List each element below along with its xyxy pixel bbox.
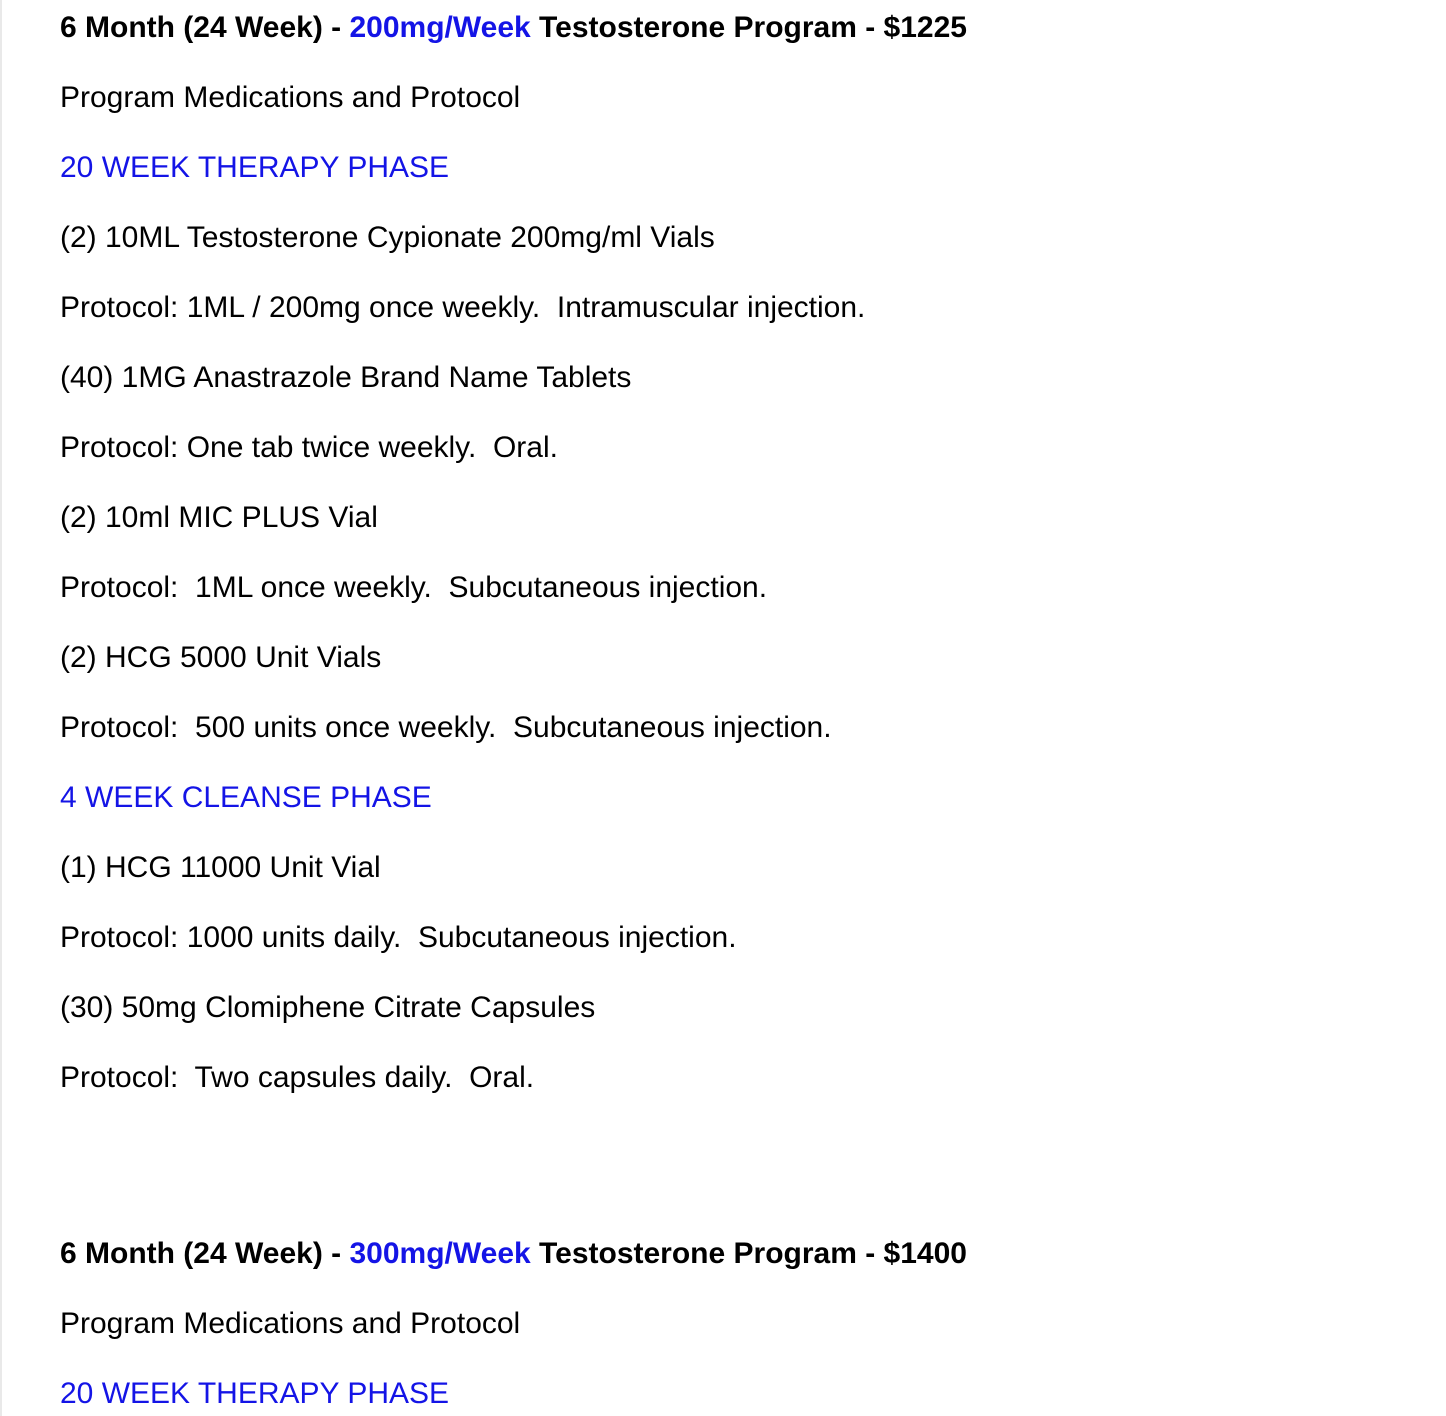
- protocol-item: Protocol: 1000 units daily. Subcutaneous injection.: [60, 921, 737, 954]
- protocol-item: Protocol: One tab twice weekly. Oral.: [60, 431, 558, 464]
- page-left-border: [0, 0, 2, 1416]
- program-title-prefix: 6 Month (24 Week) -: [60, 1237, 350, 1270]
- protocol-item: Protocol: 500 units once weekly. Subcutaneous injection.: [60, 711, 832, 744]
- medication-item: (2) 10ML Testosterone Cypionate 200mg/ml Vials: [60, 221, 715, 254]
- protocol-item: Protocol: 1ML / 200mg once weekly. Intramuscular injection.: [60, 291, 866, 324]
- phase-heading-therapy: 20 WEEK THERAPY PHASE: [60, 151, 450, 184]
- program-title: [60, 1236, 967, 1272]
- program-dose: 300mg/Week: [349, 1237, 531, 1270]
- program-dose: 200mg/Week: [349, 11, 531, 44]
- medication-item: (2) 10ml MIC PLUS Vial: [60, 501, 378, 534]
- medication-item: (2) HCG 5000 Unit Vials: [60, 641, 382, 674]
- program-title-prefix: 6 Month (24 Week) -: [60, 11, 350, 44]
- protocol-item: Protocol: 1ML once weekly. Subcutaneous injection.: [60, 571, 768, 604]
- program-title-suffix: Testosterone Program - $1225: [530, 11, 967, 44]
- program-subtitle: Program Medications and Protocol: [60, 1307, 521, 1340]
- medication-item: (1) HCG 11000 Unit Vial: [60, 851, 381, 884]
- medication-item: (30) 50mg Clomiphene Citrate Capsules: [60, 991, 596, 1024]
- program-title: [60, 10, 967, 46]
- phase-heading-therapy: 20 WEEK THERAPY PHASE: [60, 1377, 450, 1410]
- program-subtitle: Program Medications and Protocol: [60, 81, 521, 114]
- protocol-item: Protocol: Two capsules daily. Oral.: [60, 1061, 535, 1094]
- medication-item: (40) 1MG Anastrazole Brand Name Tablets: [60, 361, 632, 394]
- program-title-suffix: Testosterone Program - $1400: [530, 1237, 967, 1270]
- phase-heading-cleanse: 4 WEEK CLEANSE PHASE: [60, 781, 432, 814]
